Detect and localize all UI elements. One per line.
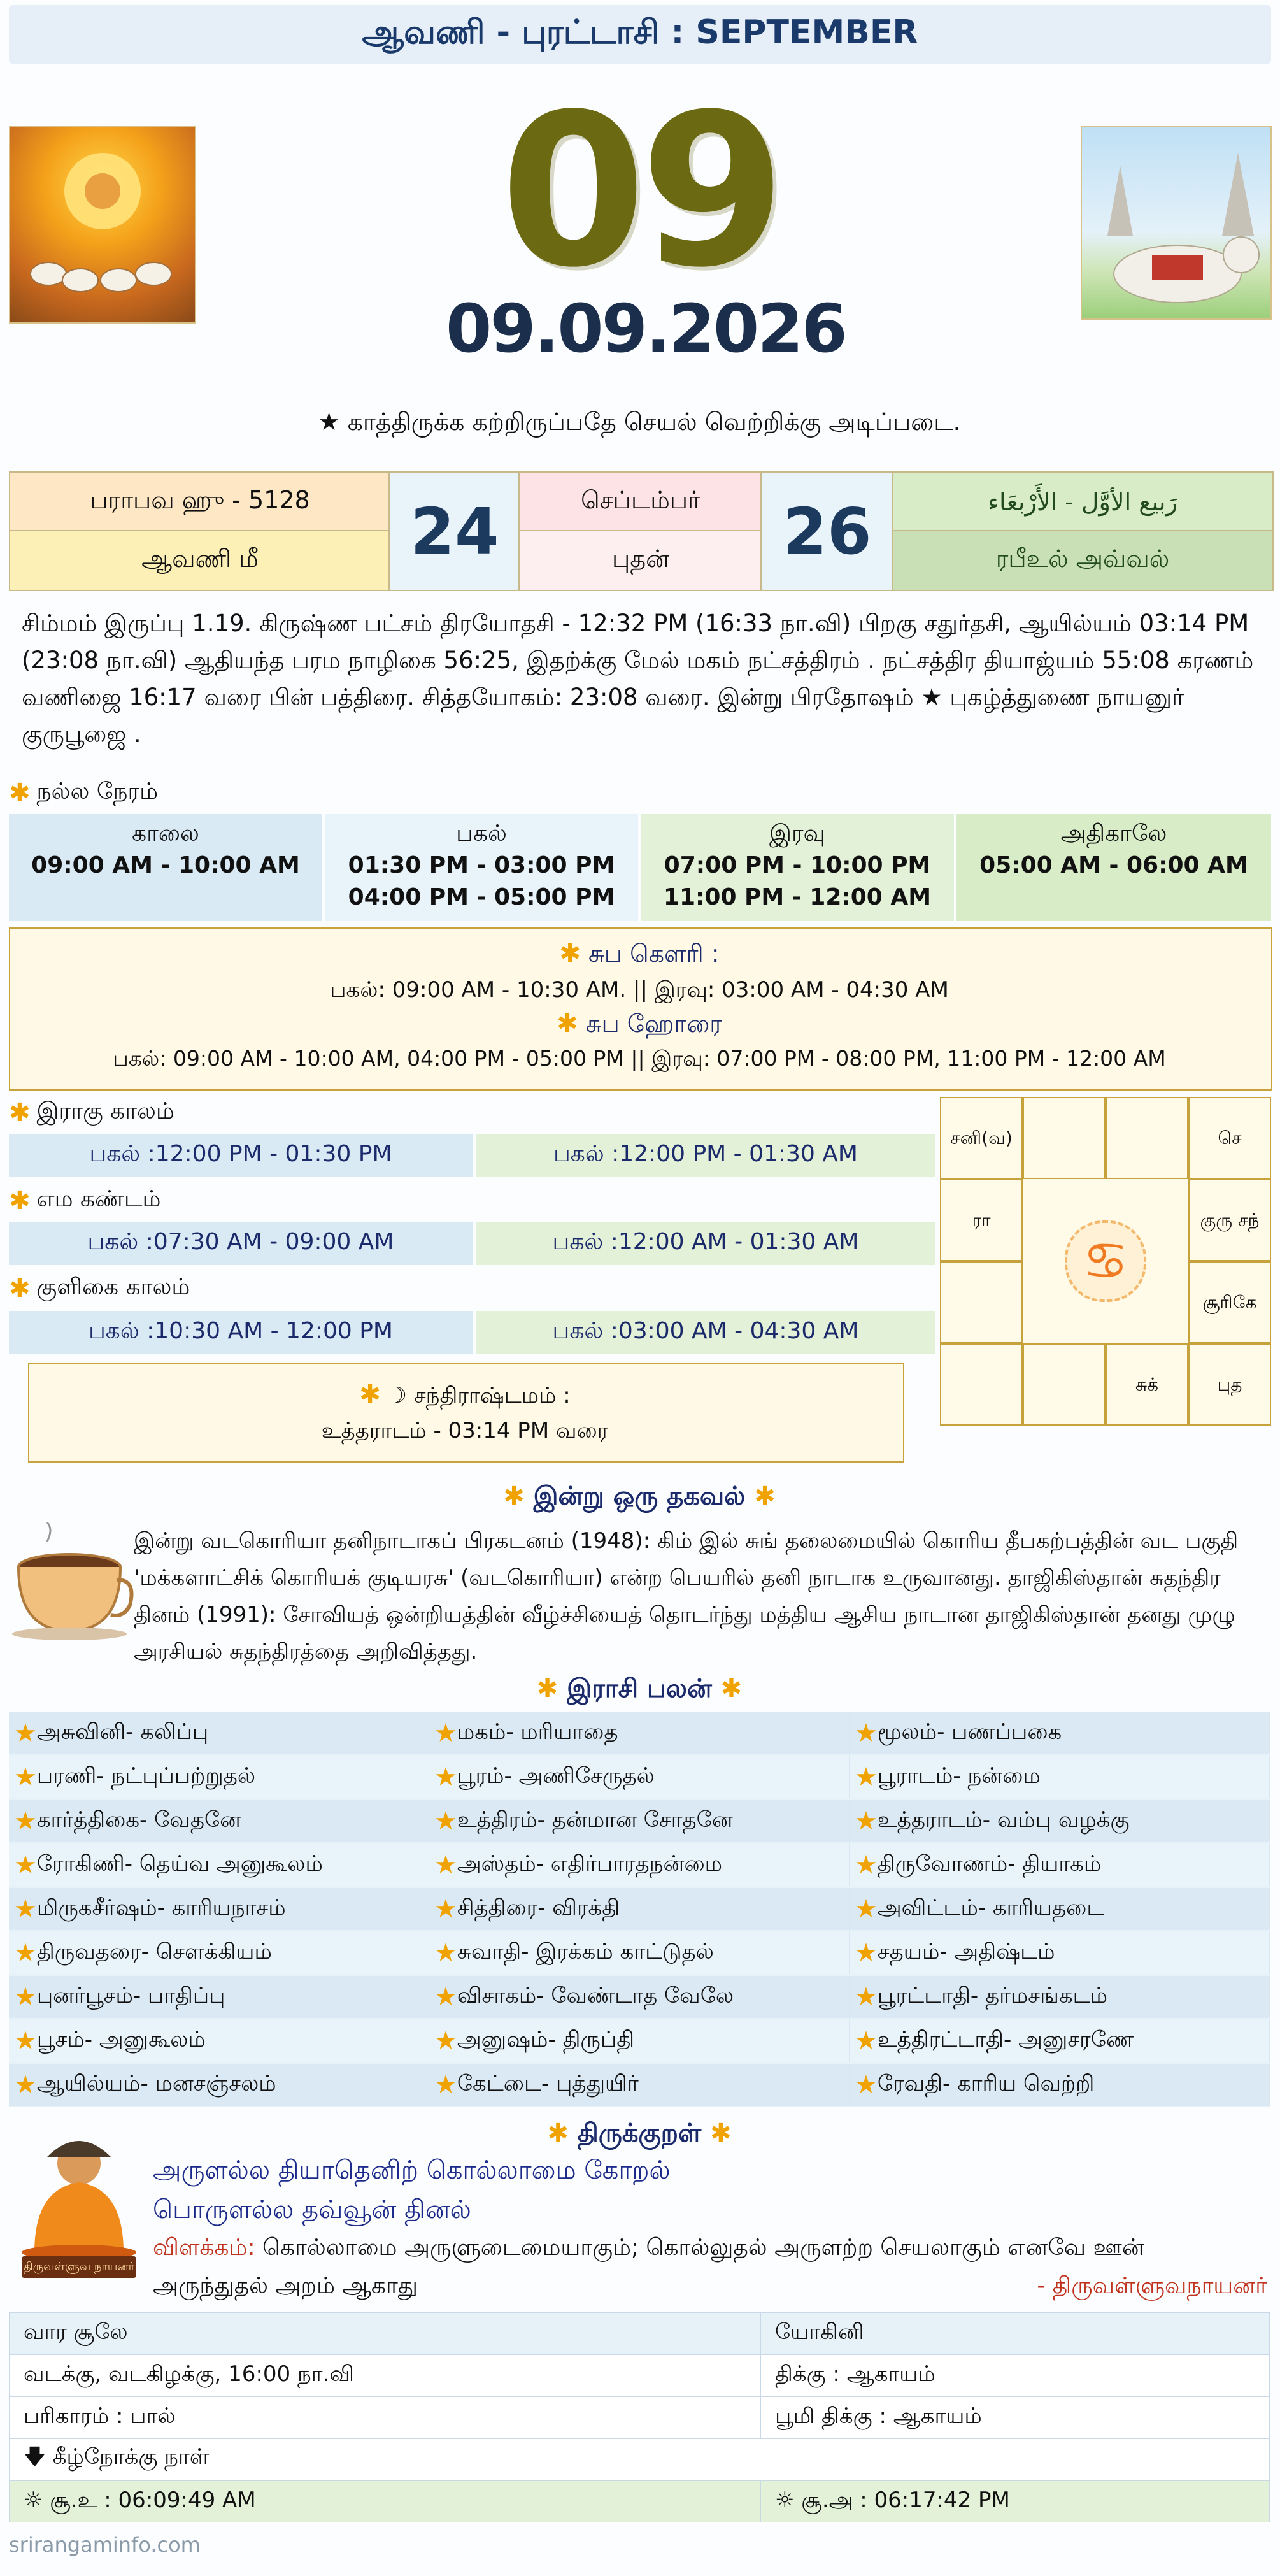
rasi-cell: ★ திருவோணம்- தியாகம்	[850, 1844, 1270, 1886]
ema-title-text: எம கண்டம்	[36, 1186, 161, 1212]
kural-author: - திருவள்ளுவநாயனர்	[1037, 2273, 1267, 2299]
info-text: இன்று வடகொரியா தனிநாடாகப் பிரகடனம் (1948): கிம் இல் சுங் தலைமையில் கொரிய தீபகற்பத்தின் வட பகுதி 'மக்களாட்சிக் கொரியக் குடியரசு' (வடகொரியா) என்ற பெயரில் தனி நாடாக உருவானது. தாஜிகிஸ்தான் சுதந்திர தினம் (1991): சோவியத் ஒன்றியத்தின் வீழ்ச்சியைத் தொடர்ந்து மத்திய ஆசிய நாடான தாஜிகிஸ்தான் தனது முழு அரசியல் சுதந்திரத்தை அறிவித்தது.	[134, 1528, 1239, 1664]
kuligai-title	[9, 1274, 190, 1303]
rasi-palan-title-text: இராசி பலன்	[567, 1674, 712, 1703]
chart-top-0: சனி(வ)	[940, 1097, 1023, 1179]
ema-title	[9, 1186, 160, 1215]
table-row	[9, 2020, 1270, 2062]
subha-gowri-title	[9, 939, 1270, 971]
subha-horai-title	[9, 1009, 1270, 1041]
star-icon: ✱	[536, 1674, 558, 1703]
table-row	[9, 1888, 1270, 1930]
kural-meaning-text: கொல்லாமை அருளுடைமையாகும்; கொல்லுதல் அருளற்ற செயலாகும் எனவே ஊன்	[255, 2235, 1144, 2261]
star-icon: ✱	[359, 1380, 381, 1409]
rasi-cell: ★ அஸ்தம்- எதிர்பாரதநன்மை	[429, 1844, 850, 1886]
kuligai-night: பகல் :03:00 AM - 04:30 AM	[476, 1311, 935, 1354]
tea-cup-image	[9, 1516, 136, 1643]
keel-nokku-naal: 🡇 கீழ்நோக்கு நாள்	[9, 2438, 1270, 2480]
rasi-cell: ★ ஆயில்யம்- மனசஞ்சலம்	[9, 2064, 429, 2106]
tea-cup-icon	[9, 1516, 136, 1643]
chandrashtamam-title	[28, 1380, 902, 1411]
rasi-cell: ★ பூராடம்- நன்மை	[850, 1756, 1270, 1798]
soolai-direction: வடக்கு, வடகிழக்கு, 16:00 நா.வி	[9, 2354, 760, 2396]
rasi-cell: ★ விசாகம்- வேண்டாத வேலே	[429, 1976, 850, 2018]
good-time-night-label: இரவு	[769, 820, 826, 847]
subha-gowri-text: பகல்: 09:00 AM - 10:30 AM. || இரவு: 03:00 AM - 04:30 AM	[330, 977, 949, 1003]
footer-site: srirangaminfo.com	[9, 2533, 201, 2557]
star-icon: ✱	[9, 778, 31, 808]
nandi-temple-image	[1081, 126, 1272, 320]
table-row	[9, 1976, 1270, 2018]
good-time-night	[641, 814, 954, 921]
kural-line-2: பொருளல்ல தவ்வூன் தினல்	[153, 2195, 471, 2224]
page-title: ஆவணி - புரட்டாசி : SEPTEMBER	[9, 5, 1271, 64]
rasi-cell: ★ புனர்பூசம்- பாதிப்பு	[9, 1976, 429, 2018]
good-time-dawn-line: 05:00 AM - 06:00 AM	[979, 852, 1248, 878]
star-icon: ✱	[720, 1674, 743, 1703]
table-row	[9, 1712, 1270, 1754]
chandrashtamam-title-text: ☽ சந்திராஷ்டமம் :	[387, 1383, 571, 1408]
star-icon: ✱	[754, 1482, 776, 1511]
table-row	[9, 1844, 1270, 1886]
bhumi-dikku: பூமி திக்கு : ஆகாயம்	[760, 2396, 1270, 2438]
table-row	[9, 2064, 1270, 2106]
rasi-cell: ★ சுவாதி- இரக்கம் காட்டுதல்	[429, 1932, 850, 1974]
rasi-cell: ★ கேட்டை- புத்துயிர்	[429, 2064, 850, 2106]
star-icon: ✱	[709, 2119, 732, 2148]
full-date: 09.09.2026	[446, 290, 846, 368]
chart-bottom-1	[1023, 1343, 1106, 1426]
rasi-cell: ★ உத்திரம்- தன்மான சோதனே	[429, 1800, 850, 1842]
info-title-text: இன்று ஒரு தகவல்	[533, 1482, 746, 1511]
rasi-palan-table	[9, 1712, 1270, 2107]
ema-day: பகல் :07:30 AM - 09:00 AM	[9, 1222, 473, 1265]
chart-bottom-2: சுக்	[1106, 1343, 1188, 1426]
table-row	[9, 1932, 1270, 1974]
rasi-cell: ★ சதயம்- அதிஷ்டம்	[850, 1932, 1270, 1974]
kural-meaning-2: அருந்துதல் அறம் ஆகாது	[153, 2273, 418, 2299]
chart-bottom-0	[940, 1343, 1023, 1426]
daily-quote: ★ காத்திருக்க கற்றிருப்பதே செயல் வெற்றிக்கு அடிப்படை.	[318, 408, 961, 436]
sun-chariot-image	[9, 126, 196, 324]
good-time-dawn	[956, 814, 1271, 921]
rasi-cell: ★ மிருகசீர்ஷம்- காரியநாசம்	[9, 1888, 429, 1930]
star-icon: ✱	[9, 1186, 31, 1215]
nandi-icon	[1082, 127, 1270, 318]
rasi-cell: ★ கார்த்திகை- வேதனே	[9, 1800, 429, 1842]
hijri-month-tamil: ரபீஉல் அவ்வல்	[892, 530, 1274, 591]
star-icon: ✱	[503, 1482, 525, 1511]
chart-bottom-3: புத	[1188, 1343, 1271, 1426]
good-time-afternoon-label: பகல்	[456, 820, 507, 847]
rasi-cell: ★ மகம்- மரியாதை	[429, 1712, 850, 1754]
rahu-title-text: இராகு காலம்	[36, 1098, 174, 1124]
chandrashtamam-text: உத்தராடம் - 03:14 PM வரை	[321, 1418, 609, 1443]
thirukkural-title	[9, 2119, 1270, 2151]
subha-gowri-title-text: சுப கௌரி :	[588, 940, 720, 968]
star-icon: ✱	[9, 1274, 31, 1303]
rasi-cell: ★ உத்திரட்டாதி- அனுசரணே	[850, 2020, 1270, 2062]
ema-night: பகல் :12:00 AM - 01:30 AM	[476, 1222, 935, 1265]
parikaram: பரிகாரம் : பால்	[9, 2396, 760, 2438]
tamil-month: ஆவணி மீ	[9, 530, 391, 591]
rasi-cell: ★ திருவதரை- சௌக்கியம்	[9, 1932, 429, 1974]
thiruvalluvar-icon	[9, 2131, 149, 2259]
chart-right-1: சூரிகே	[1188, 1261, 1271, 1343]
sunrise: ☼ சூ.உ : 06:09:49 AM	[9, 2480, 760, 2522]
good-time-afternoon	[325, 814, 638, 921]
subha-horai-text: பகல்: 09:00 AM - 10:00 AM, 04:00 PM - 05:00 PM || இரவு: 07:00 PM - 08:00 PM, 11:00 PM - 12:00 AM	[113, 1046, 1166, 1071]
chart-left-0: ரா	[940, 1179, 1023, 1261]
rasi-cell: ★ பரணி- நட்புப்பற்றுதல்	[9, 1756, 429, 1798]
good-time-morning-line: 09:00 AM - 10:00 AM	[31, 852, 300, 878]
rasi-cell: ★ அனுஷம்- திருப்தி	[429, 2020, 850, 2062]
chart-top-3: செ	[1188, 1097, 1271, 1179]
weekday: புதன்	[518, 530, 763, 591]
rasi-cell: ★ மூலம்- பணப்பகை	[850, 1712, 1270, 1754]
good-time-title	[9, 778, 158, 808]
cancer-sign-icon: ♋	[1065, 1220, 1146, 1302]
rahu-night: பகல் :12:00 PM - 01:30 AM	[476, 1134, 935, 1177]
subha-horai-title-text: சுப ஹோரை	[585, 1010, 722, 1038]
kuligai-day: பகல் :10:30 AM - 12:00 PM	[9, 1311, 473, 1354]
tamil-year: பராபவ ஹு - 5128	[9, 471, 391, 533]
sun-god-icon	[10, 127, 195, 322]
good-time-night-line2: 11:00 PM - 12:00 AM	[663, 884, 932, 910]
rasi-palan-title	[9, 1674, 1270, 1707]
hijri-day: 26	[760, 471, 894, 591]
table-row	[9, 1756, 1270, 1798]
rahu-day: பகல் :12:00 PM - 01:30 PM	[9, 1134, 473, 1177]
chandrashtamam-box	[28, 1363, 904, 1463]
kural-meaning-label: விளக்கம்:	[153, 2235, 255, 2261]
chart-top-1	[1023, 1097, 1106, 1179]
star-icon: ✱	[559, 939, 581, 968]
rahu-title	[9, 1098, 174, 1127]
day-number: 09	[500, 69, 780, 313]
hijri-month-arabic: رَبيع الأوَّل - الأَرْبعَاء	[892, 471, 1274, 533]
english-month: செப்டம்பர்	[518, 471, 763, 533]
rasi-cell: ★ அசுவினி- கலிப்பு	[9, 1712, 429, 1754]
kuligai-title-text: குளிகை காலம்	[36, 1274, 190, 1300]
good-time-dawn-label: அதிகாலே	[1060, 820, 1167, 847]
rasi-cell: ★ பூசம்- அனுகூலம்	[9, 2020, 429, 2062]
rasi-chart	[940, 1097, 1271, 1426]
rasi-cell: ★ அவிட்டம்- காரியதடை	[850, 1888, 1270, 1930]
thirukkural-title-text: திருக்குறள்	[577, 2119, 702, 2148]
info-title	[9, 1482, 1270, 1514]
chart-top-2	[1106, 1097, 1188, 1179]
star-icon: ✱	[9, 1098, 31, 1127]
chart-right-0: குரு சந்	[1188, 1179, 1271, 1261]
good-time-title-text: நல்ல நேரம்	[36, 778, 159, 805]
chart-center	[1023, 1179, 1188, 1343]
rasi-cell: ★ உத்தராடம்- வம்பு வழக்கு	[850, 1800, 1270, 1842]
good-time-afternoon-line1: 01:30 PM - 03:00 PM	[348, 852, 615, 878]
good-time-afternoon-line2: 04:00 PM - 05:00 PM	[348, 884, 615, 910]
thiruvalluvar-badge: திருவள்ளுவ நாயனர்	[22, 2256, 136, 2278]
rasi-cell: ★ பூரட்டாதி- தர்மசங்கடம்	[850, 1976, 1270, 2018]
rasi-cell: ★ ரோகிணி- தெய்வ அனுகூலம்	[9, 1844, 429, 1886]
panchangam-text: சிம்மம் இருப்பு 1.19. கிருஷ்ண பட்சம் திரயோதசி - 12:32 PM (16:33 நா.வி) பிறகு சதுர்தசி, ஆயில்யம் 03:14 PM (23:08 நா.வி) ஆதியந்த பரம நாழிகை 56:25, இதற்க்கு மேல் மகம் நட்சத்திரம் . நட்சத்திர தியாஜ்யம் 55:08 கரணம் வணிஜை 16:17 வரை பின் பத்திரை. சித்தயோகம்: 23:08 வரை. இன்று பிரதோஷம் ★ புகழ்த்துணை நாயனுர் குருபூஜை .	[22, 610, 1254, 748]
kural-line-1: அருளல்ல தியாதெனிற் கொல்லாமை கோறல்	[153, 2156, 671, 2185]
chart-left-1	[940, 1261, 1023, 1343]
good-time-morning-label: காலை	[132, 820, 199, 847]
good-time-morning	[9, 814, 322, 921]
rasi-cell: ★ ரேவதி- காரிய வெற்றி	[850, 2064, 1270, 2106]
kural-meaning	[153, 2235, 1261, 2264]
good-time-night-line1: 07:00 PM - 10:00 PM	[664, 852, 931, 878]
sunset: ☼ சூ.அ : 06:17:42 PM	[760, 2480, 1270, 2522]
star-icon: ✱	[557, 1009, 578, 1038]
dikku: திக்கு : ஆகாயம்	[760, 2354, 1270, 2396]
thiruvalluvar-image	[9, 2131, 149, 2284]
table-row	[9, 1800, 1270, 1842]
vara-soolai-header: வார சூலே	[9, 2312, 760, 2354]
rasi-cell: ★ சித்திரை- விரக்தி	[429, 1888, 850, 1930]
star-icon: ✱	[547, 2119, 569, 2148]
rasi-cell: ★ பூரம்- அணிசேருதல்	[429, 1756, 850, 1798]
tamil-day: 24	[388, 471, 521, 591]
yogini-header: யோகினி	[760, 2312, 1270, 2354]
